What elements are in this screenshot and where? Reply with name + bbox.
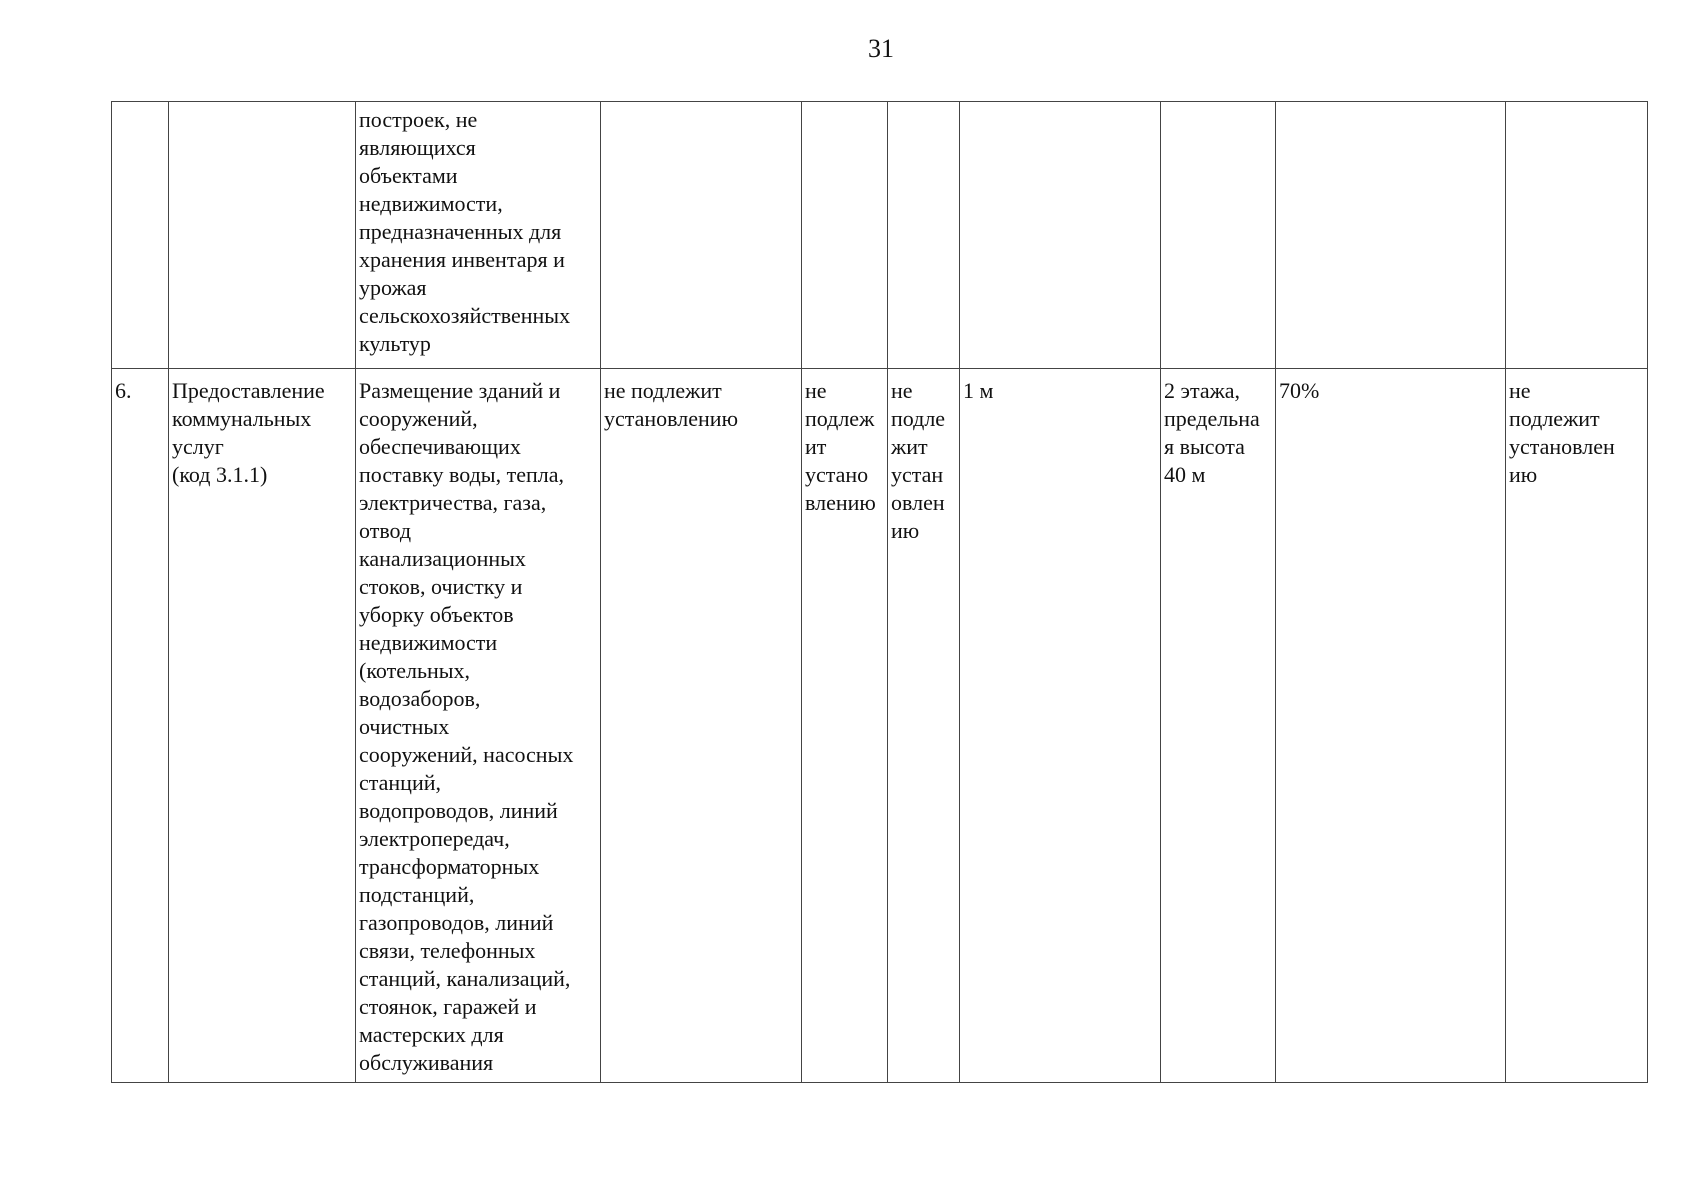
cell-text-line: являющихся [359,135,476,160]
cell-text-line: влению [805,490,876,515]
cell-text-line: канализационных [359,546,526,571]
cell-text-line: подстанций, [359,882,475,907]
row-number-cell [112,102,169,369]
cell-text-line: сооружений, [359,406,478,431]
cell-text-line: уборку объектов [359,602,514,627]
cell-text-line: построек, не [359,107,478,132]
max-coverage-cell [1276,102,1506,369]
other-params-cell [1506,369,1648,1083]
cell-text-line: сельскохозяйственных [359,303,571,328]
cell-text-line: недвижимости, [359,191,503,216]
min-area-cell [601,369,802,1083]
min-area-cell [601,102,802,369]
min-setback-cell [960,369,1161,1083]
setback-cell-b [888,369,960,1083]
cell-text-line: 1 м [963,378,994,403]
cell-text-line: очистных [359,714,450,739]
cell-text-line: связи, телефонных [359,938,536,963]
cell-text-line: овлен [891,490,945,515]
cell-text-line: культур [359,331,431,356]
cell-text-line: водозаборов, [359,686,481,711]
cell-text-line: обеспечивающих [359,434,521,459]
page-number: 31 [868,34,894,63]
land-use-type-cell [169,369,356,1083]
cell-text-line: поставку воды, тепла, [359,462,564,487]
cell-text-line: подле [891,406,946,431]
land-use-type-cell [169,102,356,369]
cell-text-line: 6. [115,378,132,403]
cell-text-line: ию [1509,462,1538,487]
min-setback-cell [960,102,1161,369]
table-row [112,102,1648,369]
max-floors-cell [1161,102,1276,369]
cell-text-line: коммунальных [172,406,312,431]
cell-text-line: водопроводов, линий [359,798,558,823]
other-params-cell [1506,102,1648,369]
cell-text-line: обслуживания [359,1050,494,1075]
cell-text-line: я высота [1164,434,1245,459]
cell-text-line: подлежит [1509,406,1600,431]
cell-text-line: устано [805,462,869,487]
cell-text-line: хранения инвентаря и [359,247,565,272]
cell-text-line: мастерских для [359,1022,504,1047]
cell-text-line: стоянок, гаражей и [359,994,537,1019]
cell-text-line: устан [891,462,944,487]
cell-text-line: Предоставление [172,378,325,403]
cell-text-line: станций, [359,770,442,795]
cell-text-line: жит [891,434,928,459]
cell-text-line: недвижимости [359,630,498,655]
cell-text-line: электропередач, [359,826,510,851]
cell-text-line: трансформаторных [359,854,540,879]
cell-text-line: не [891,378,913,403]
cell-text-line: ию [891,518,920,543]
cell-text-line: не подлежит [604,378,722,403]
cell-text-line: электричества, газа, [359,490,547,515]
cell-text-line: ит [805,434,827,459]
cell-text-line: Размещение зданий и [359,378,561,403]
cell-text-line: (котельных, [359,658,471,683]
cell-text-line: стоков, очистку и [359,574,523,599]
setback-cell-a [802,102,888,369]
cell-text-line: установлению [604,406,739,431]
cell-text-line: 40 м [1164,462,1206,487]
cell-text-line: сооружений, насосных [359,742,574,767]
table-row [112,369,1648,1083]
cell-text-line: не [805,378,827,403]
cell-text-line: станций, канализаций, [359,966,571,991]
cell-text-line: урожая [359,275,427,300]
cell-text-line: предельна [1164,406,1260,431]
setback-cell-b [888,102,960,369]
cell-text-line: объектами [359,163,458,188]
cell-text-line: не [1509,378,1531,403]
cell-text-line: (код 3.1.1) [172,462,268,487]
cell-text-line: 70% [1279,378,1320,403]
cell-text-line: подлеж [805,406,875,431]
max-coverage-cell [1276,369,1506,1083]
setback-cell-a [802,369,888,1083]
row-number-cell [112,369,169,1083]
zoning-table [111,101,1648,1083]
cell-text-line: установлен [1509,434,1615,459]
cell-text-line: газопроводов, линий [359,910,554,935]
description-cell [356,102,601,369]
cell-text-line: предназначенных для [359,219,562,244]
cell-text-line: услуг [172,434,224,459]
max-floors-cell [1161,369,1276,1083]
description-cell [356,369,601,1083]
cell-text-line: отвод [359,518,412,543]
cell-text-line: 2 этажа, [1164,378,1241,403]
